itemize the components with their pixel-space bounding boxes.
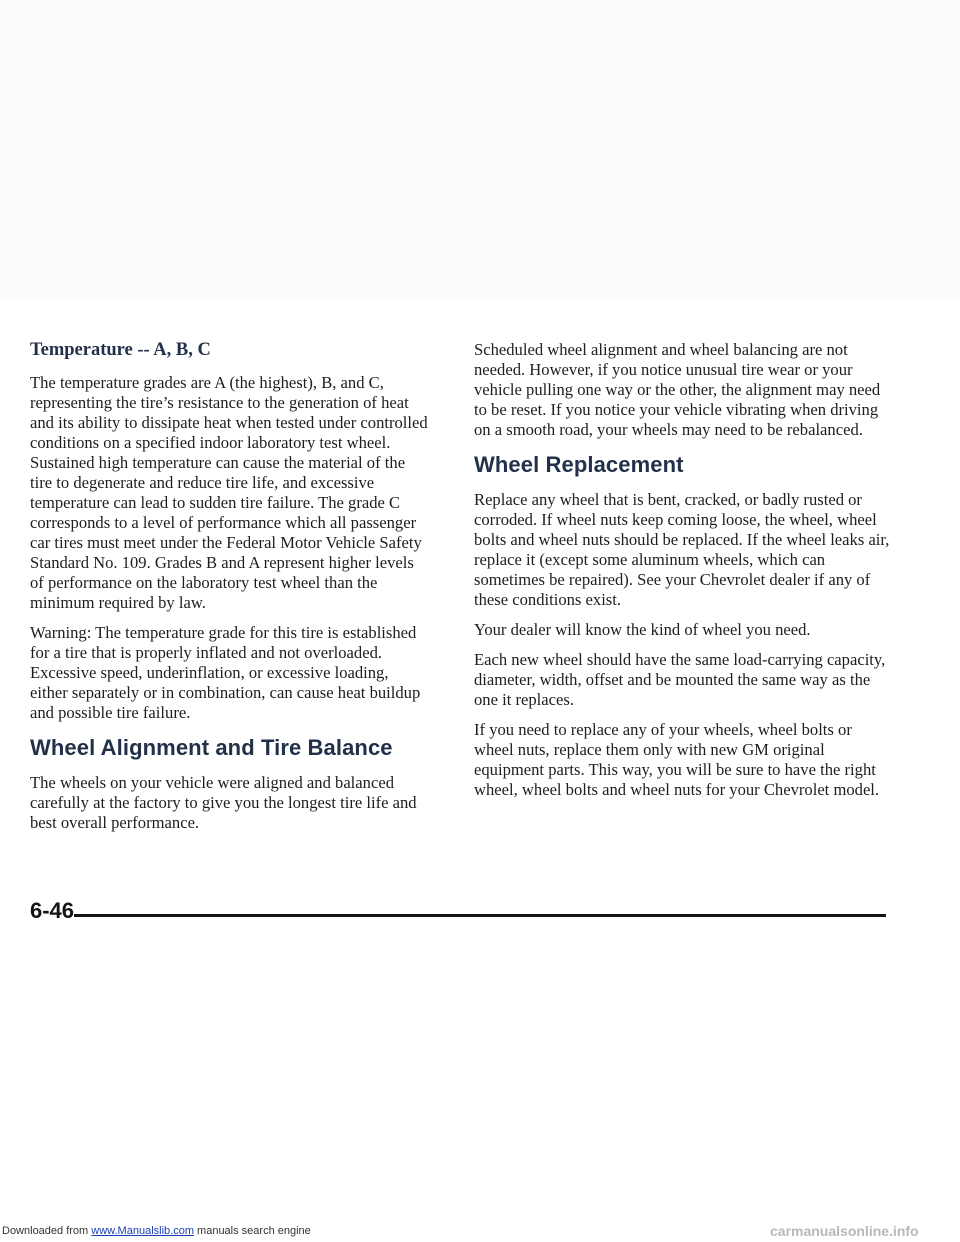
manualslib-link[interactable]: www.Manualslib.com xyxy=(91,1225,194,1237)
source-suffix: manuals search engine xyxy=(193,1225,311,1237)
new-wheel-paragraph: Each new wheel should have the same load-carrying capacity, diameter, width, offset and be mounted the same way as the one it replaces. xyxy=(474,650,886,709)
warning-paragraph: Warning: The temperature grade for this tire is established for a tire that is properly inflated and not overloaded. Excessive speed, underinflation, or excessive loading, either separately or in combination, can cause heat buildup and possible tire failure. xyxy=(30,623,421,722)
wheel-alignment-heading: Wheel Alignment and Tire Balance xyxy=(30,735,393,760)
page-number: 6-46 xyxy=(30,898,75,923)
replacement-paragraph: Replace any wheel that is bent, cracked, or badly rusted or corroded. If wheel nuts keep coming loose, the wheel, wheel bolts and wheel nuts should be replaced. If the wheel leaks air, replace it (except some aluminum wheels, which can sometimes be repaired). See your Chevrolet dealer if any of these conditions exist. xyxy=(474,490,890,609)
footer-rule xyxy=(74,914,886,917)
scan-top-band xyxy=(0,0,960,300)
wheel-replacement-heading: Wheel Replacement xyxy=(474,452,684,477)
temperature-paragraph: The temperature grades are A (the highest), B, and C, representing the tire’s resistance to the generation of heat and its ability to dissipate heat when tested under controlled conditions on a specified indoor laboratory test wheel. Sustained high temperature can cause the material of the tire to degenerate and reduce tire life, and excessive temperature can lead to sudden tire failure. The grade C corresponds to a level of performance which all passenger car tires must meet under the Federal Motor Vehicle Safety Standard No. 109. Grades B and A represent higher levels of performance on the laboratory test wheel than the minimum required by law. xyxy=(30,373,428,612)
alignment-paragraph-continued: Scheduled wheel alignment and wheel balancing are not needed. However, if you notice unusual tire wear or your vehicle pulling one way or the other, the alignment may need to be reset. If you notice your vehicle vibrating when driving on a smooth road, your wheels may need to be rebalanced. xyxy=(474,340,881,439)
dealer-paragraph: Your dealer will know the kind of wheel you need. xyxy=(474,620,811,639)
left-column xyxy=(30,340,430,843)
source-prefix: Downloaded from xyxy=(2,1225,92,1237)
gm-parts-paragraph: If you need to replace any of your wheels, wheel bolts or wheel nuts, replace them only with new GM original equipment parts. This way, you will be sure to have the right wheel, wheel bolts and wheel nuts for your Chevrolet model. xyxy=(474,720,880,799)
right-column xyxy=(474,340,892,810)
alignment-paragraph: The wheels on your vehicle were aligned and balanced carefully at the factory to give you the longest tire life and best overall performance. xyxy=(30,773,417,832)
watermark: carmanualsonline.info xyxy=(770,1223,919,1239)
temperature-subheading: Temperature -- A, B, C xyxy=(30,340,211,360)
download-source-line xyxy=(2,1225,311,1237)
